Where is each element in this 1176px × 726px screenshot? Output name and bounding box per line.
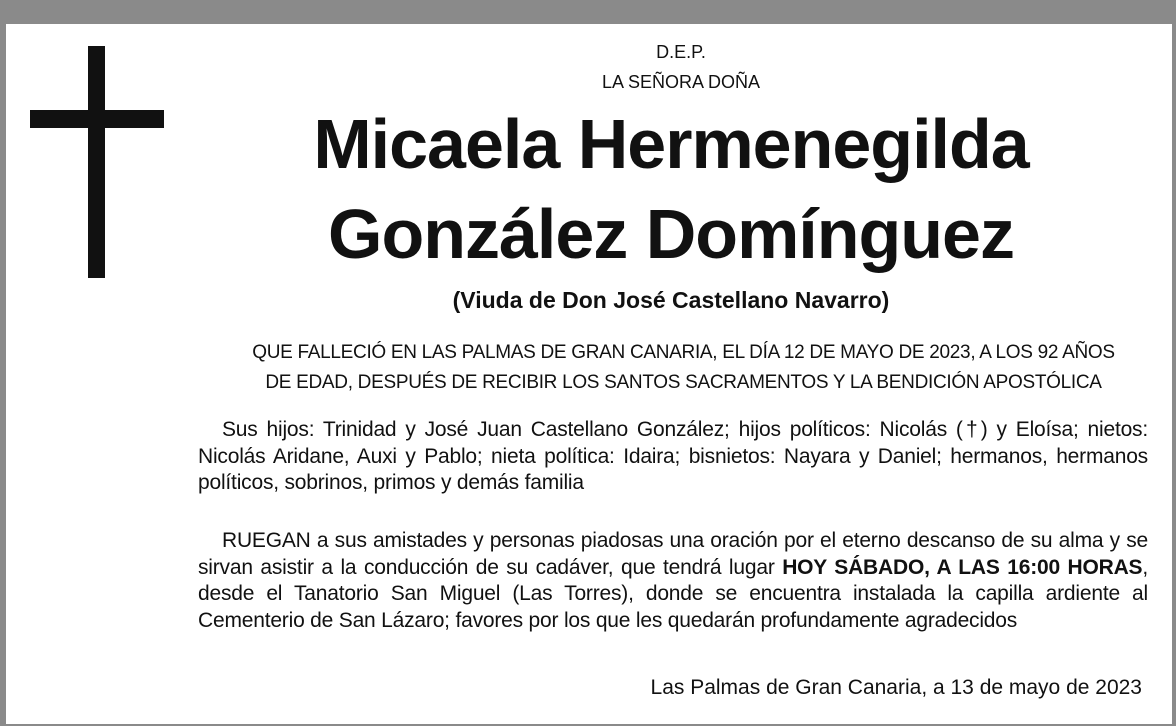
- name-line-1: Micaela Hermenegilda: [313, 105, 1029, 183]
- honorific-title: LA SEÑORA DOÑA: [601, 72, 761, 92]
- death-announcement-line-1: QUE FALLECIÓ EN LAS PALMAS DE GRAN CANARIA, EL DÍA 12 DE MAYO DE 2023, A LOS 92 AÑOS: [252, 342, 1115, 363]
- request-paragraph: [198, 528, 1148, 634]
- death-announcement-line-2: DE EDAD, DESPUÉS DE RECIBIR LOS SANTOS SACRAMENTOS Y LA BENDICIÓN APOSTÓLICA: [265, 372, 1102, 393]
- cross-horizontal-bar: [30, 110, 164, 128]
- cross-vertical-bar: [88, 46, 105, 278]
- top-border: [0, 0, 1176, 24]
- widow-of-line: (Viuda de Don José Castellano Navarro): [452, 287, 890, 313]
- name-line-2: González Domínguez: [328, 195, 1014, 273]
- place-and-date: Las Palmas de Gran Canaria, a 13 de mayo de 2023: [650, 676, 1142, 699]
- dep-heading: D.E.P.: [656, 42, 706, 62]
- request-text-end: , desde el Tanatorio San Miguel (Las Torres), donde se encuentra instalada la capilla ardiente al Cementerio de San Lázaro; favores por los que les quedarán profundamente agradecidos: [198, 555, 1148, 632]
- family-paragraph: Sus hijos: Trinidad y José Juan Castellano González; hijos políticos: Nicolás (†) y Eloísa; nietos: Nicolás Aridane, Auxi y Pablo; nieta política: Idaira; bisnietos: Nayara y Daniel; hermanos, hermanos políticos, sobrinos, primos y demás familia: [198, 418, 1148, 494]
- obituary-notice: [6, 24, 1172, 724]
- service-time: HOY SÁBADO, A LAS 16:00 HORAS: [782, 555, 1143, 579]
- request-text-start: RUEGAN a sus amistades y personas piadosas una oración por el eterno descanso de su alma y se sirvan asistir a la conducción de su cadáver, que tendrá lugar: [198, 529, 1148, 579]
